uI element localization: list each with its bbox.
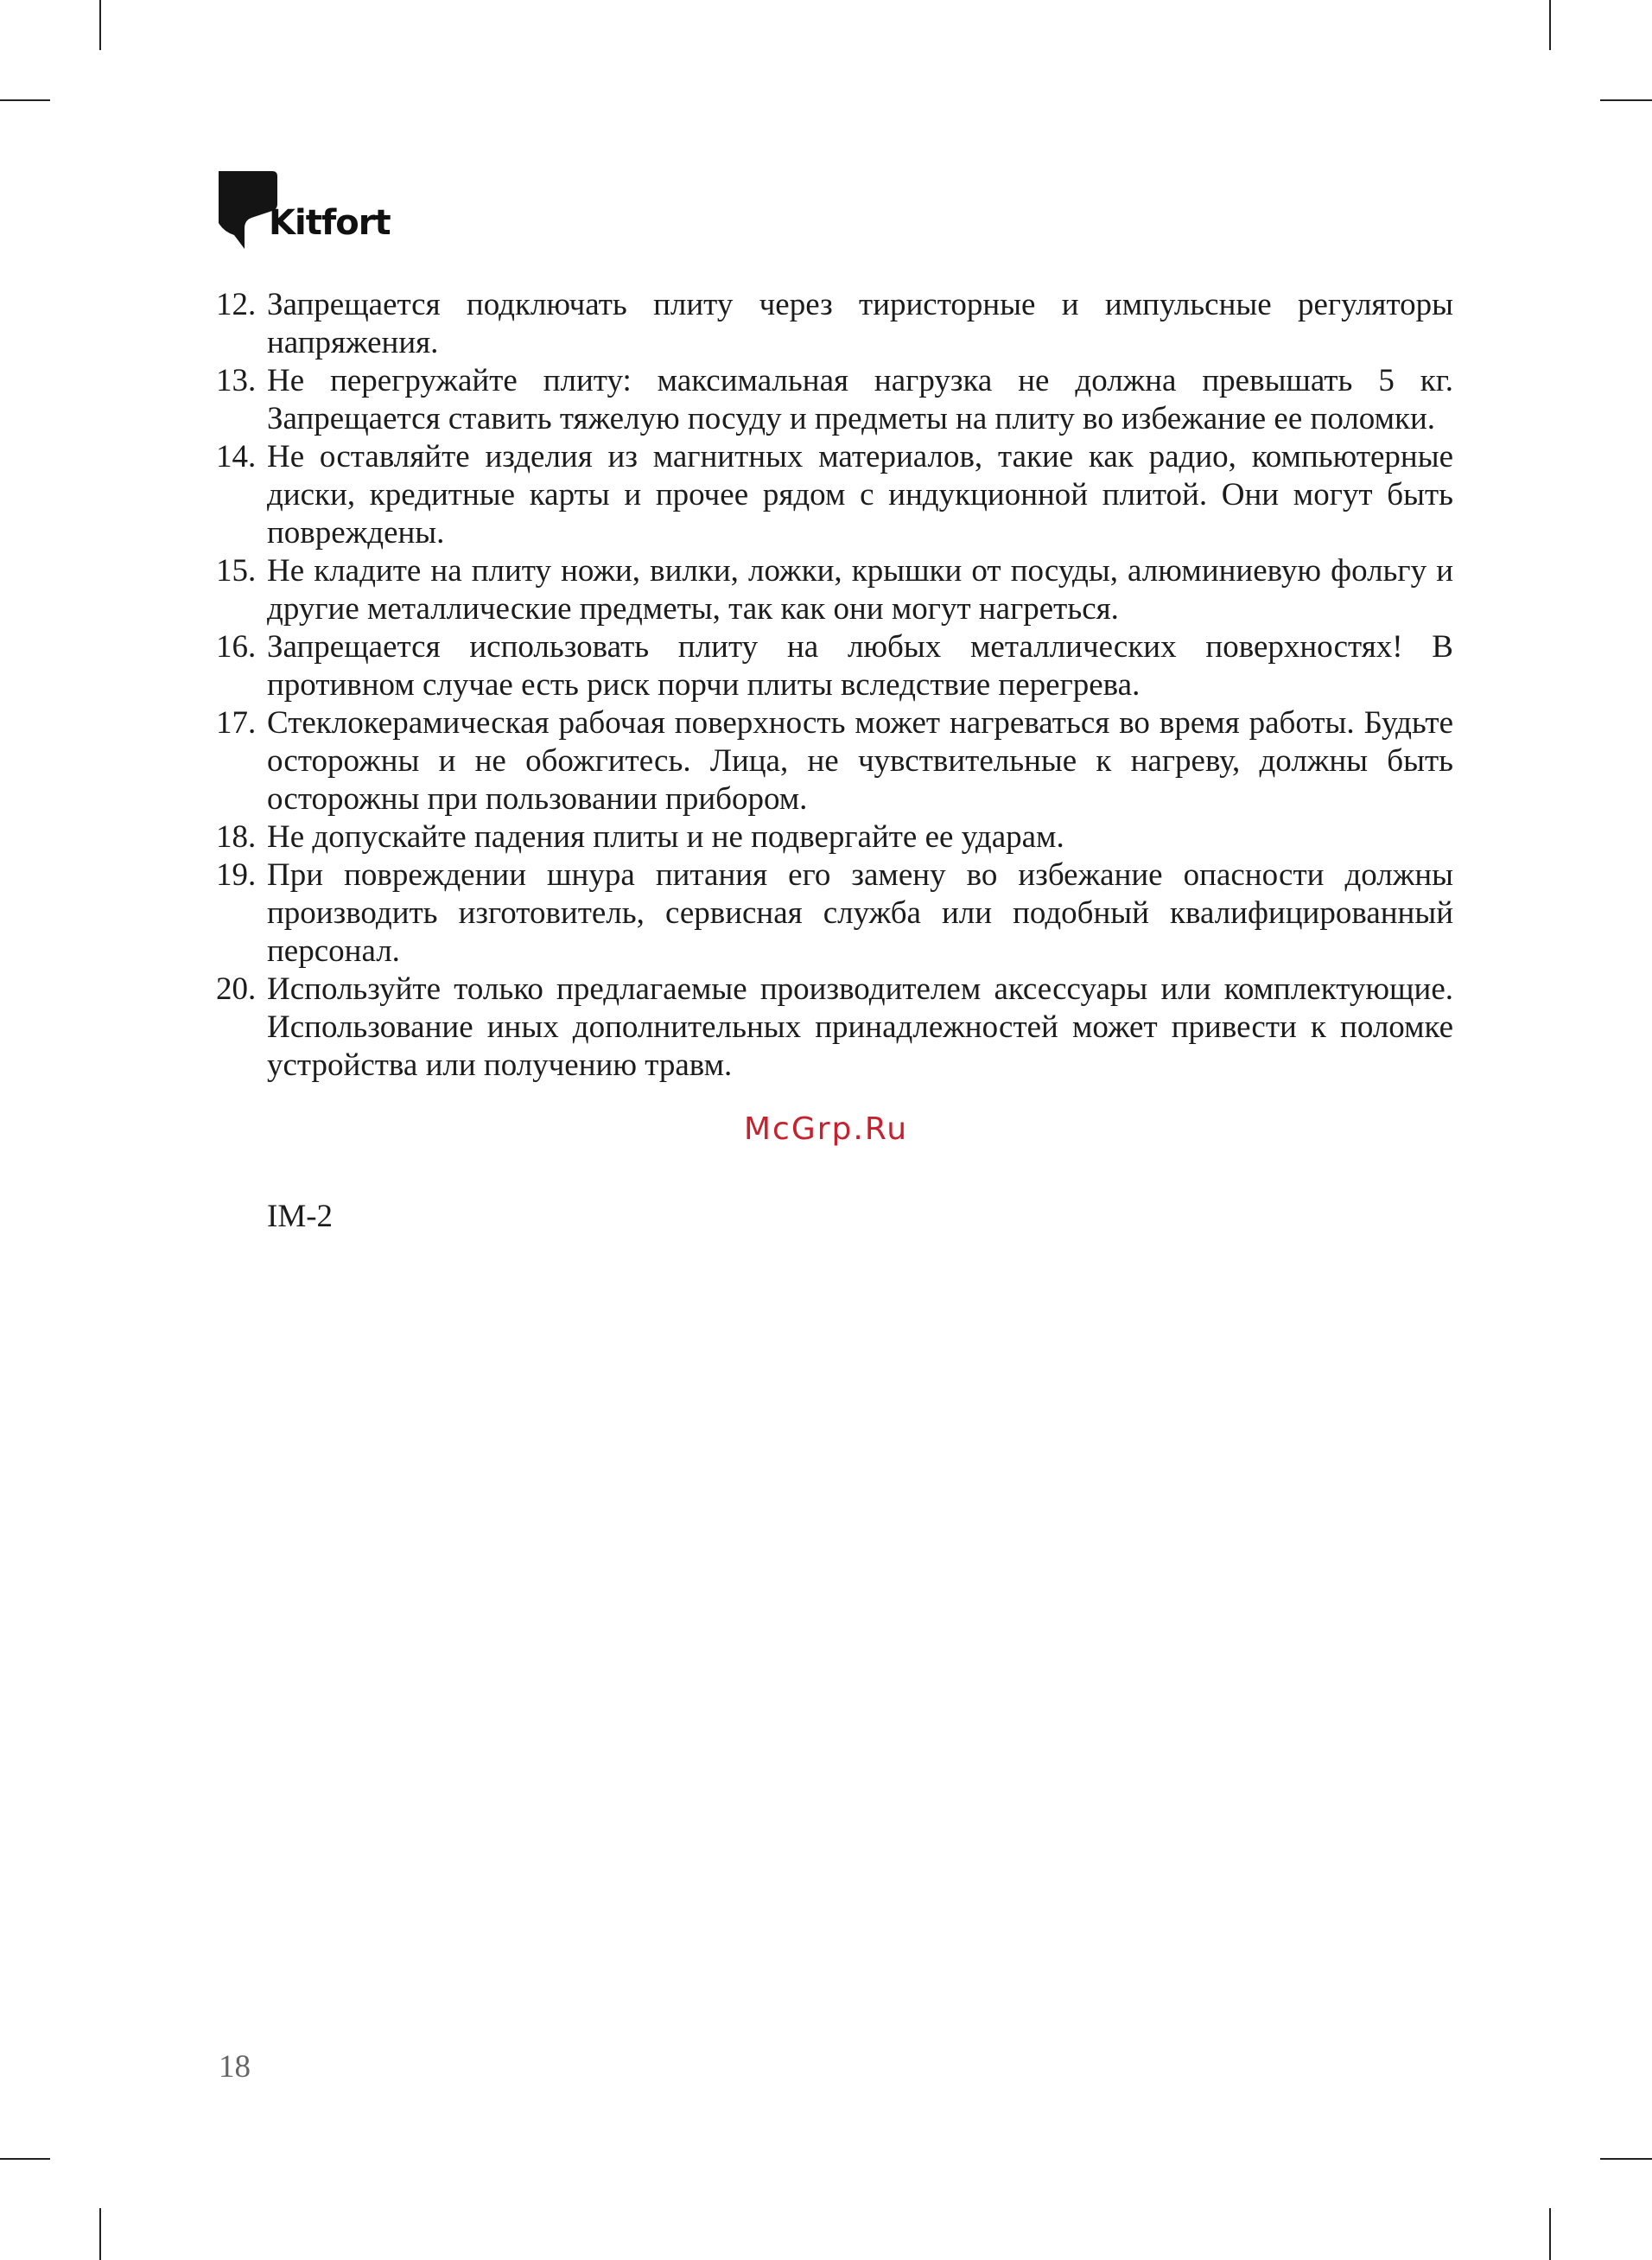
rule-number: 13.	[216, 363, 257, 398]
crop-mark-top-left-horizontal	[0, 99, 50, 101]
rule-item	[216, 628, 1453, 704]
rule-item	[216, 552, 1453, 628]
watermark-text: McGrp.Ru	[743, 1111, 909, 1147]
rule-text: Запрещается подключать плиту через тиристорные и импульсные регуляторы напряжения.	[267, 287, 1453, 360]
rule-item	[216, 362, 1453, 438]
rule-item	[216, 286, 1453, 362]
rule-number: 12.	[216, 287, 257, 322]
safety-rules-list	[216, 286, 1453, 1085]
rule-text: Не перегружайте плиту: максимальная нагрузка не должна превышать 5 кг. Запрещается ставить тяжелую посуду и предметы на плиту во избежание ее поломки.	[267, 363, 1453, 436]
crop-mark-top-right-vertical	[1549, 0, 1551, 50]
rule-text: Не кладите на плиту ножи, вилки, ложки, крышки от посуды, алюминиевую фольгу и другие металлические предметы, так как они могут нагреться.	[267, 553, 1453, 627]
rule-item	[216, 438, 1453, 552]
crop-mark-bottom-left-horizontal	[0, 2158, 50, 2160]
rule-number: 18.	[216, 819, 257, 855]
crop-mark-bottom-right-horizontal	[1600, 2158, 1652, 2160]
rule-item	[216, 704, 1453, 818]
rule-item	[216, 818, 1453, 856]
rule-text: При повреждении шнура питания его замену во избежание опасности должны производить изготовитель, сервисная служба или подобный квалифицированный персонал.	[267, 857, 1453, 969]
rule-item	[216, 856, 1453, 971]
rule-number: 17.	[216, 705, 257, 741]
rule-number: 20.	[216, 971, 257, 1007]
safety-rules-section	[216, 286, 1453, 1085]
rule-number: 16.	[216, 629, 257, 665]
page-number: 18	[219, 2049, 251, 2085]
rule-number: 14.	[216, 439, 257, 474]
rule-text: Не допускайте падения плиты и не подвергайте ее ударам.	[267, 819, 1064, 855]
crop-mark-top-right-horizontal	[1600, 99, 1652, 101]
rule-number: 19.	[216, 857, 257, 893]
rule-item	[216, 971, 1453, 1085]
brand-logo	[219, 171, 391, 254]
crop-mark-bottom-left-vertical	[99, 2208, 101, 2260]
rule-text: Запрещается использовать плиту на любых металлических поверхностях! В противном случае есть риск порчи плиты вследствие перегрева.	[267, 629, 1453, 703]
crop-mark-top-left-vertical	[99, 0, 101, 50]
rule-text: Используйте только предлагаемые производителем аксессуары или комплектующие. Использование иных дополнительных принадлежностей может привести к поломке устройства или получению травм.	[267, 971, 1453, 1083]
brand-name: Kitfort	[269, 203, 391, 243]
model-code: IM-2	[267, 1199, 334, 1234]
rule-number: 15.	[216, 553, 257, 589]
rule-text: Не оставляйте изделия из магнитных материалов, такие как радио, компьютерные диски, кредитные карты и прочее рядом с индукционной плитой. Они могут быть повреждены.	[267, 439, 1453, 551]
crop-mark-bottom-right-vertical	[1549, 2208, 1551, 2260]
rule-text: Стеклокерамическая рабочая поверхность может нагреваться во время работы. Будьте осторожны и не обожгитесь. Лица, не чувствительные к нагреву, должны быть осторожны при пользовании прибором.	[267, 705, 1453, 817]
